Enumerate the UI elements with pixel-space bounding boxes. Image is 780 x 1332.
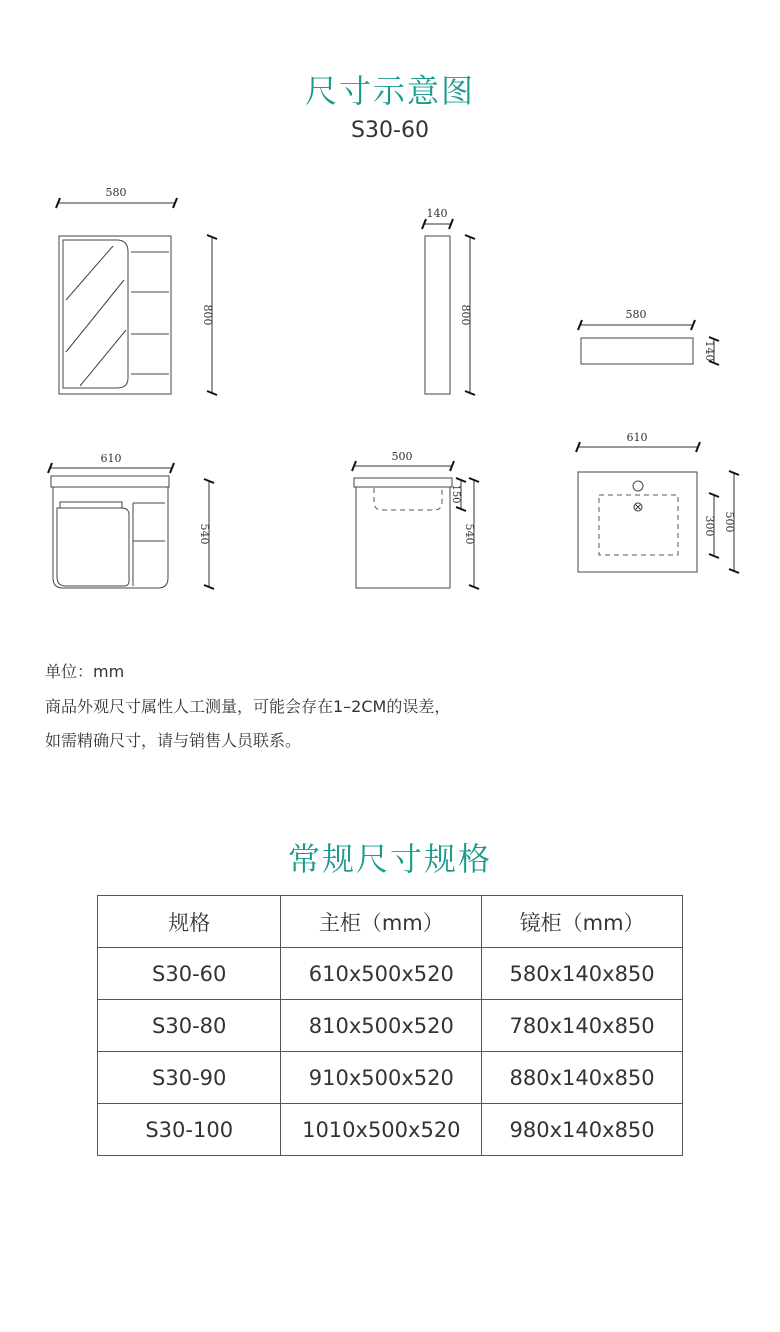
header-cell: 主柜（mm） bbox=[281, 896, 482, 948]
cabinet-top-depth-label: 500 bbox=[723, 511, 736, 533]
cabinet-side-depth-label: 500 bbox=[391, 450, 413, 463]
mirror-front-drawing bbox=[56, 186, 217, 395]
model-cell: S30-90 bbox=[98, 1052, 281, 1104]
table-row bbox=[98, 1052, 683, 1104]
main-cabinet-cell: 1010x500x520 bbox=[281, 1104, 482, 1156]
cabinet-top-drawing bbox=[576, 431, 739, 573]
table-row bbox=[98, 1104, 683, 1156]
page-title: 尺寸示意图 bbox=[304, 72, 475, 110]
cabinet-front-drawing bbox=[48, 452, 214, 589]
cabinet-top-inner-label: 300 bbox=[703, 515, 716, 537]
spec-title: 常规尺寸规格 bbox=[287, 840, 492, 878]
mirror-front-height-label: 800 bbox=[201, 304, 214, 326]
mirror-front-width-label: 580 bbox=[105, 186, 127, 199]
mirror-top-width-label: 580 bbox=[625, 308, 647, 321]
measure-note: 商品外观尺寸属性人工测量，可能会存在1–2CM的误差， bbox=[45, 697, 451, 716]
model-cell: S30-60 bbox=[98, 948, 281, 1000]
mirror-top-depth-label: 140 bbox=[703, 340, 716, 362]
main-cabinet-cell: 610x500x520 bbox=[281, 948, 482, 1000]
spec-table bbox=[97, 895, 683, 1156]
dimension-drawings bbox=[0, 0, 780, 620]
model-cell: S30-100 bbox=[98, 1104, 281, 1156]
cabinet-top-width-label: 610 bbox=[626, 431, 648, 444]
model-label: S30-60 bbox=[351, 118, 429, 143]
mirror-cabinet-cell: 580x140x850 bbox=[482, 948, 683, 1000]
mirror-side-height-label: 800 bbox=[459, 304, 472, 326]
mirror-side-depth-label: 140 bbox=[426, 207, 448, 220]
cabinet-side-drawing bbox=[352, 450, 479, 589]
contact-note: 如需精确尺寸，请与销售人员联系。 bbox=[45, 731, 302, 750]
header-cell: 镜柜（mm） bbox=[482, 896, 683, 948]
main-cabinet-cell: 910x500x520 bbox=[281, 1052, 482, 1104]
cabinet-front-width-label: 610 bbox=[100, 452, 122, 465]
main-cabinet-cell: 810x500x520 bbox=[281, 1000, 482, 1052]
model-cell: S30-80 bbox=[98, 1000, 281, 1052]
table-row bbox=[98, 1000, 683, 1052]
mirror-side-drawing bbox=[422, 207, 475, 395]
cabinet-side-height-label: 540 bbox=[463, 523, 476, 545]
table-header-row bbox=[98, 896, 683, 948]
mirror-top-drawing bbox=[578, 308, 719, 365]
mirror-cabinet-cell: 880x140x850 bbox=[482, 1052, 683, 1104]
cabinet-front-height-label: 540 bbox=[198, 523, 211, 545]
mirror-cabinet-cell: 780x140x850 bbox=[482, 1000, 683, 1052]
mirror-cabinet-cell: 980x140x850 bbox=[482, 1104, 683, 1156]
unit-note: 单位：mm bbox=[45, 662, 125, 681]
table-row bbox=[98, 948, 683, 1000]
cabinet-side-basin-label: 150 bbox=[450, 484, 461, 504]
header-cell: 规格 bbox=[98, 896, 281, 948]
